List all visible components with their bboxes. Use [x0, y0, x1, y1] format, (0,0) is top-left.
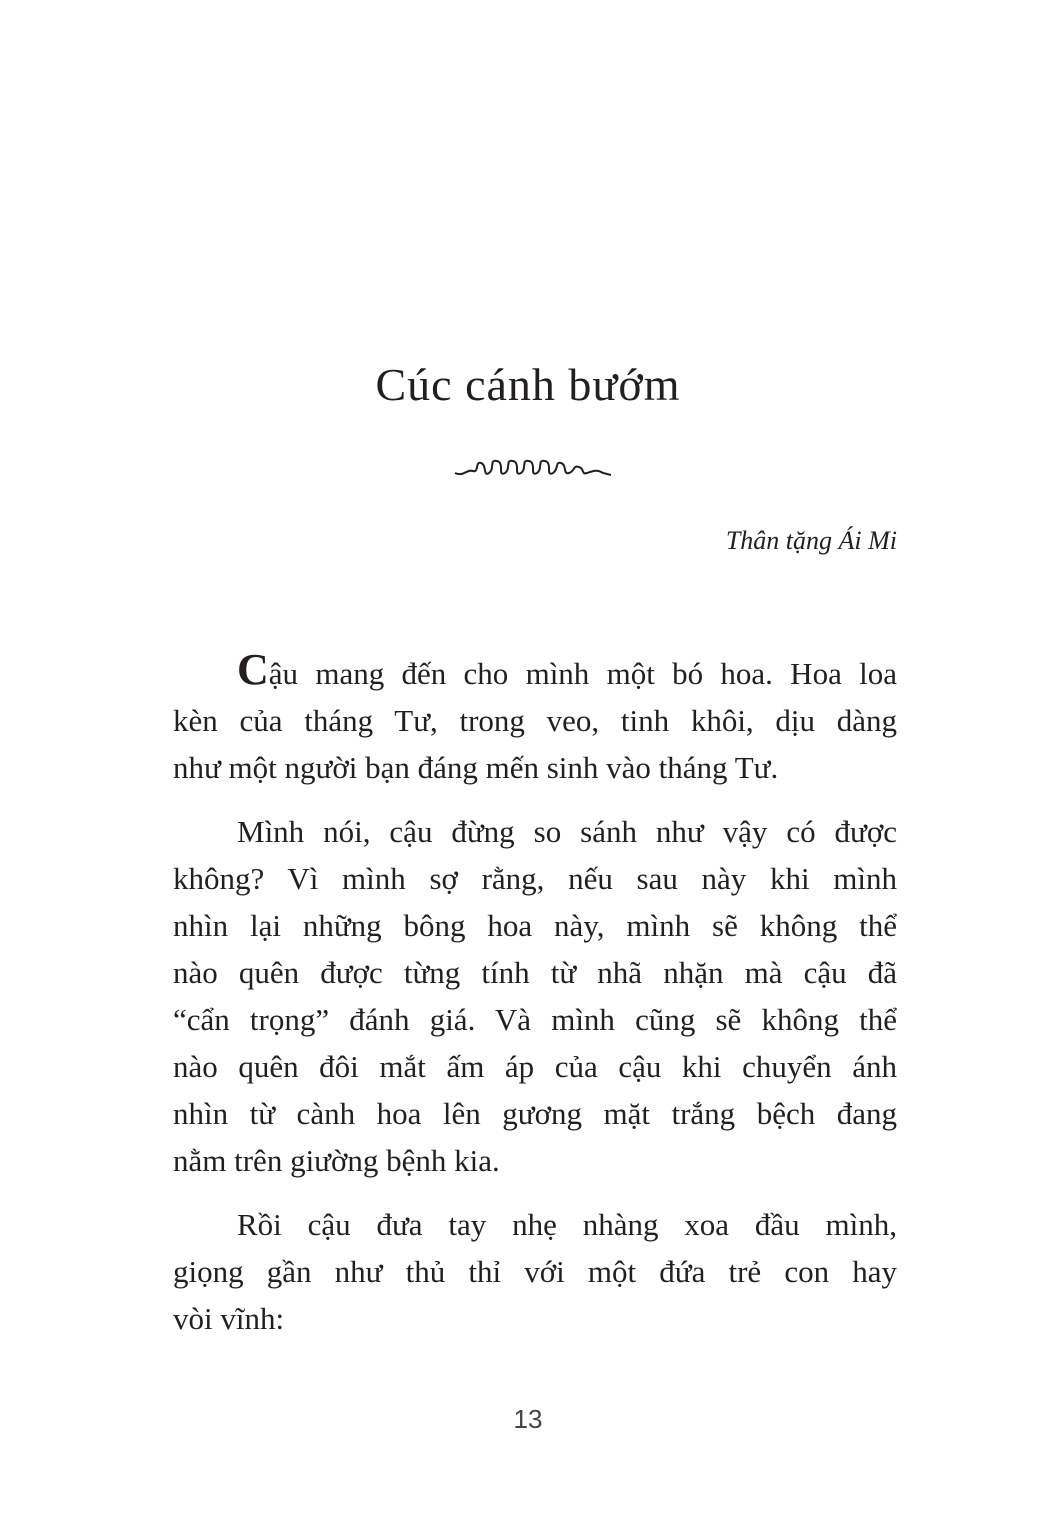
text-line: nào quên được từng tính từ nhã nhặn mà cậu đã — [173, 955, 897, 990]
paragraph-2 — [173, 808, 897, 1184]
text-line: không? Vì mình sợ rằng, nếu sau này khi mình — [173, 861, 897, 896]
text-line: “cẩn trọng” đánh giá. Và mình cũng sẽ không thể — [173, 1002, 897, 1037]
dedication: Thân tặng Ái Mi — [725, 526, 897, 555]
page-number: 13 — [513, 1404, 543, 1434]
text-line: nằm trên giường bệnh kia. — [173, 1143, 500, 1178]
text-line: nhìn từ cành hoa lên gương mặt trắng bệch đang — [173, 1096, 897, 1131]
chapter-title: Cúc cánh bướm — [375, 359, 681, 410]
text-line: nào quên đôi mắt ấm áp của cậu khi chuyển ánh — [173, 1049, 897, 1084]
text-line: Mình nói, cậu đừng so sánh như vậy có được — [237, 814, 897, 849]
paragraph-3 — [173, 1201, 897, 1342]
paragraph-1 — [173, 645, 897, 791]
text-line: vòi vĩnh: — [173, 1301, 285, 1336]
text-line: giọng gần như thủ thỉ với một đứa trẻ con hay — [173, 1254, 897, 1289]
loop-flourish-icon — [453, 455, 613, 481]
text-line: Cậu mang đến cho mình một bó hoa. Hoa loa — [237, 645, 897, 694]
text-line: Rồi cậu đưa tay nhẹ nhàng xoa đầu mình, — [237, 1207, 897, 1242]
text-line: nhìn lại những bông hoa này, mình sẽ không thể — [173, 908, 897, 943]
text-line: như một người bạn đáng mến sinh vào tháng Tư. — [173, 750, 779, 785]
drop-cap: C — [237, 645, 269, 694]
text-line: kèn của tháng Tư, trong veo, tinh khôi, dịu dàng — [173, 703, 897, 738]
